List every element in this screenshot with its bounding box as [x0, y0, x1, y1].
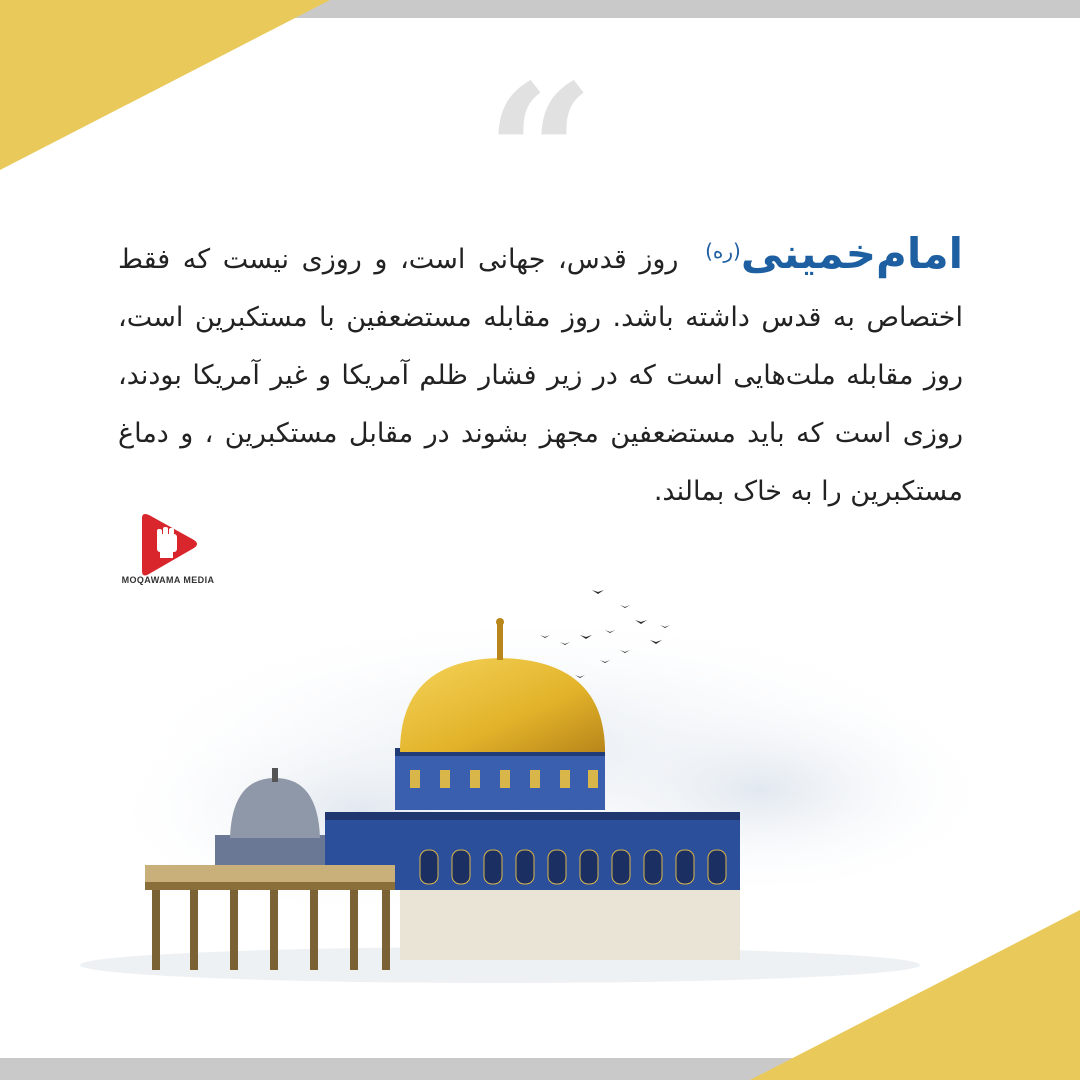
dome-of-the-rock-illustration: [60, 580, 1020, 1000]
author-name: امام‌خمینی: [740, 229, 963, 278]
quote-block: [118, 222, 963, 521]
top-left-yellow-corner: [0, 0, 330, 170]
quote-mark-icon: “: [485, 43, 595, 266]
author-honorific: (ره): [705, 239, 741, 263]
brand-name: MOQAWAMA MEDIA: [121, 575, 215, 585]
quote-text: روز قدس، جهانی است، و روزی نیست که فقط اختصاص به قدس داشته باشد. روز مقابله مستضعفین با مستکبرین است، روز مقابله ملت‌هایی است که در زیر فشار ظلم آمریکا و غیر آمریکا بودند، روزی است که باید مستضعفین مجهز بشوند در مقابل مستکبرین ، و دماغ مستکبرین را به خاک بمالند.: [118, 244, 963, 507]
